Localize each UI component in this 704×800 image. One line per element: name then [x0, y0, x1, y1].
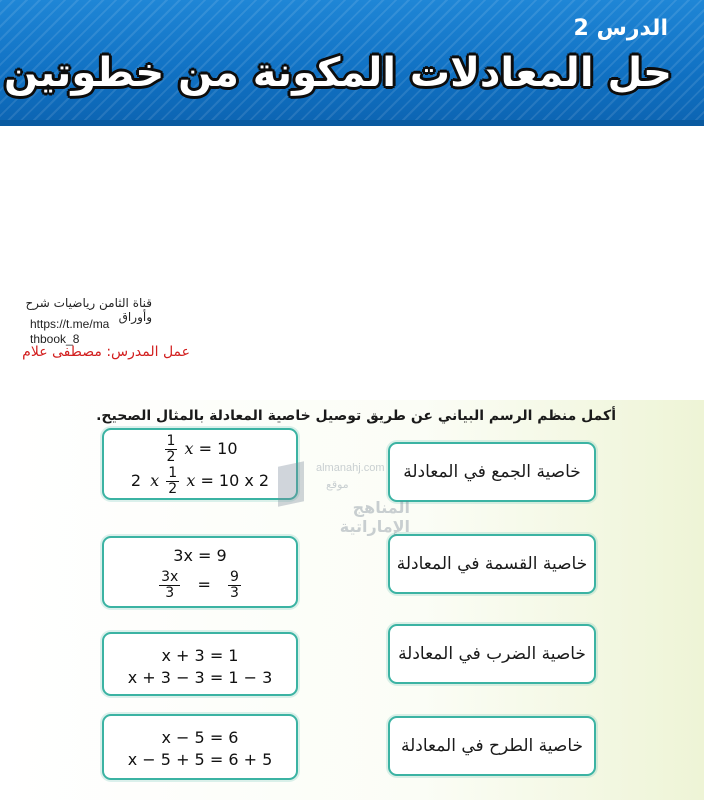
fraction-numerator: 3x — [161, 569, 179, 585]
fraction-denominator: 2 — [168, 481, 178, 497]
fraction — [159, 570, 180, 601]
fraction-denominator: 2 — [166, 449, 176, 465]
fraction-denominator: 3 — [229, 585, 239, 601]
watermark-text: موقع — [326, 478, 349, 491]
fraction-denominator: 3 — [165, 585, 175, 601]
variable: x — [184, 439, 194, 458]
equation-line — [104, 434, 296, 465]
fraction-numerator: 1 — [168, 465, 178, 481]
property-box-subtraction[interactable]: خاصية الطرح في المعادلة — [388, 716, 596, 776]
teacher-credit: عمل المدرس: مصطفى علام — [22, 344, 190, 360]
equation-box-division[interactable] — [102, 536, 298, 608]
equation-box-subtraction[interactable] — [102, 632, 298, 696]
channel-name: قناة الثامن رياضيات شرح وأوراق — [25, 296, 152, 324]
exercise-instruction: أكمل منظم الرسم البياني عن طريق توصيل خاصية المعادلة بالمثال الصحيح. — [96, 408, 616, 424]
equation-line: x + 3 = 1 — [161, 646, 239, 665]
equation-rest: = 10 x 2 — [200, 471, 270, 490]
fraction — [228, 570, 241, 601]
coefficient: 2 — [130, 471, 142, 490]
equation-line: x − 5 + 5 = 6 + 5 — [127, 750, 273, 769]
equation-line: 2 x $\frac{1}{2}$ x = 10 x 2 — [130, 465, 270, 497]
property-box-multiplication[interactable]: خاصية الضرب في المعادلة — [388, 624, 596, 684]
property-box-addition[interactable]: خاصية الجمع في المعادلة — [388, 442, 596, 502]
lesson-title: حل المعادلات المكونة من خطوتين — [3, 50, 672, 96]
watermark-url: almanahj.com — [316, 462, 385, 474]
equation-line: 3x = 9 — [173, 546, 227, 565]
fraction — [165, 434, 178, 465]
lesson-label: الدرس 2 — [573, 16, 668, 41]
channel-link[interactable]: https://t.me/mathbook_8 — [30, 317, 110, 346]
equation-line: x − 5 = 6 — [161, 728, 239, 747]
equation-box-multiplication[interactable] — [102, 428, 298, 500]
watermark-title: المناهج الإماراتية — [339, 498, 410, 536]
equation-box-addition[interactable] — [102, 714, 298, 780]
equals-sign: = — [197, 575, 211, 594]
equation-line: x + 3 − 3 = 1 − 3 — [127, 668, 273, 687]
equation-rest: = 10 — [198, 439, 238, 458]
fraction — [166, 466, 179, 497]
lesson-banner — [0, 0, 704, 126]
equation-line — [104, 570, 296, 601]
property-box-division[interactable]: خاصية القسمة في المعادلة — [388, 534, 596, 594]
variable: x — [186, 471, 196, 490]
fraction-numerator: 9 — [229, 569, 239, 585]
fraction-numerator: 1 — [166, 433, 176, 449]
